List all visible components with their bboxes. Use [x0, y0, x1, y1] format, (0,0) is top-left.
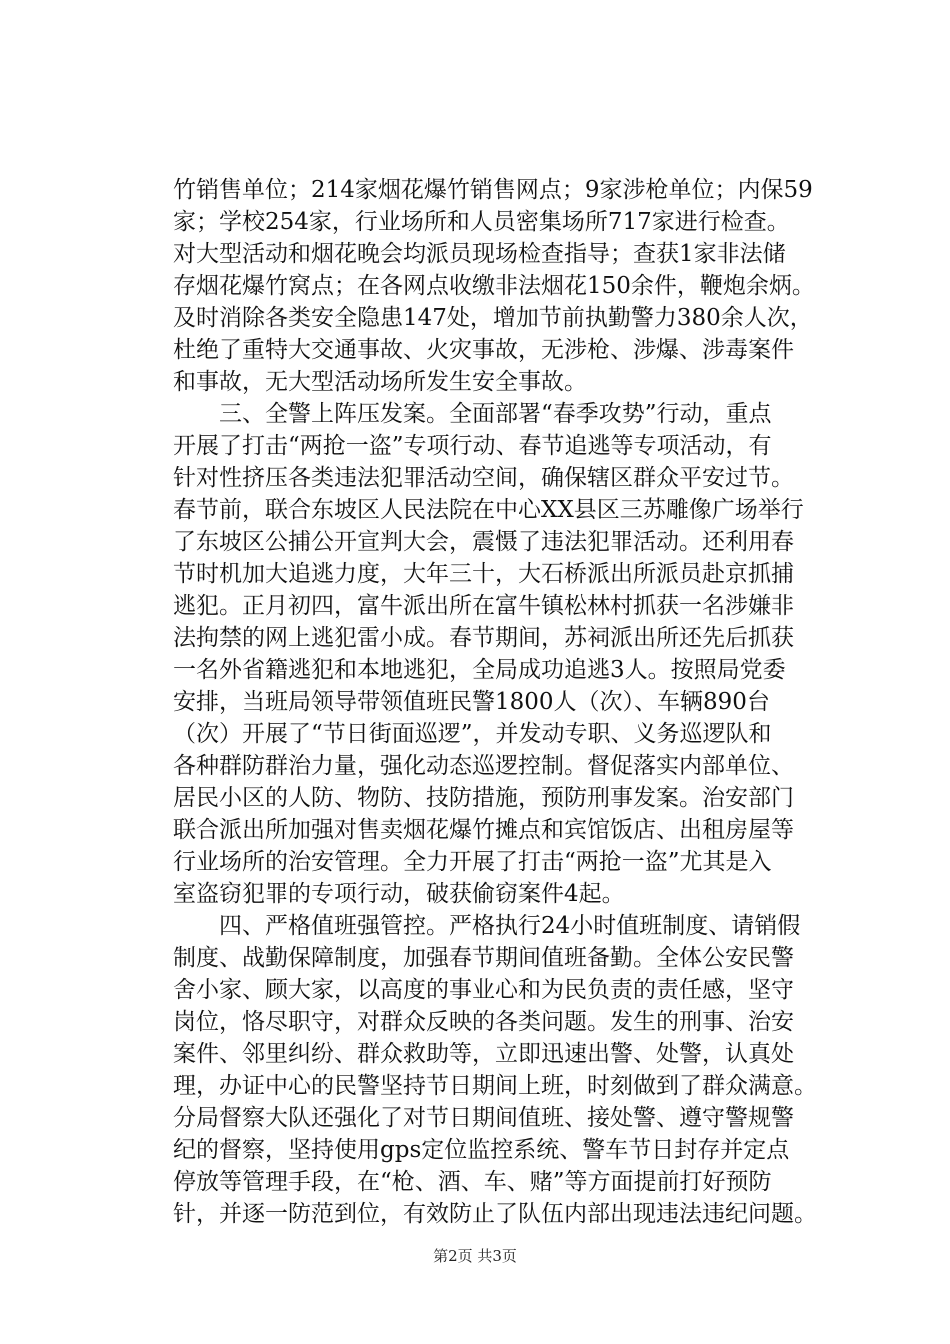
- paragraph-line: 各种群防群治力量，强化动态巡逻控制。督促落实内部单位、: [173, 753, 794, 779]
- paragraph-line: 纪的督察，坚持使用gps定位监控系统、警车节日封存并定点: [173, 1137, 790, 1163]
- paragraph-line: 停放等管理手段，在“枪、酒、车、赌”等方面提前打好预防: [173, 1169, 772, 1195]
- paragraph-line: 针，并逐一防范到位，有效防止了队伍内部出现违法违纪问题。: [173, 1201, 817, 1227]
- paragraph-line: 分局督察大队还强化了对节日期间值班、接处警、遵守警规警: [173, 1105, 794, 1131]
- paragraph-line: 和事故，无大型活动场所发生安全事故。: [173, 369, 587, 395]
- paragraph-line: 及时消除各类安全隐患147处，增加节前执勤警力380余人次，: [173, 305, 813, 331]
- paragraph-line: 居民小区的人防、物防、技防措施，预防刑事发案。治安部门: [173, 785, 794, 811]
- paragraph-line: 室盗窃犯罪的专项行动，破获偷窃案件4起。: [173, 881, 625, 907]
- paragraph-line: 案件、邻里纠纷、群众救助等，立即迅速出警、处警，认真处: [173, 1041, 794, 1067]
- paragraph-line: 行业场所的治安管理。全力开展了打击“两抢一盗”尤其是入: [173, 849, 772, 875]
- paragraph-line: （次）开展了“节日街面巡逻”，并发动专职、义务巡逻队和: [173, 721, 772, 747]
- paragraph-line: 杜绝了重特大交通事故、火灾事故，无涉枪、涉爆、涉毒案件: [173, 337, 794, 363]
- paragraph-line: 岗位，恪尽职守，对群众反映的各类问题。发生的刑事、治安: [173, 1009, 794, 1035]
- page-number-footer: 第2页 共3页: [433, 1247, 517, 1265]
- paragraph-line: 开展了打击“两抢一盗”专项行动、春节追逃等专项活动，有: [173, 433, 772, 459]
- paragraph-line: 家；学校254家，行业场所和人员密集场所717家进行检查。: [173, 209, 790, 235]
- paragraph-line: 对大型活动和烟花晚会均派员现场检查指导；查获1家非法储: [173, 241, 786, 267]
- paragraph-line: 法拘禁的网上逃犯雷小成。春节期间，苏祠派出所还先后抓获: [173, 625, 794, 651]
- paragraph-line: 逃犯。正月初四，富牛派出所在富牛镇松林村抓获一名涉嫌非: [173, 593, 794, 619]
- paragraph-line: 舍小家、顾大家，以高度的事业心和为民负责的责任感，坚守: [173, 977, 794, 1003]
- paragraph-line: 针对性挤压各类违法犯罪活动空间，确保辖区群众平安过节。: [173, 465, 794, 491]
- paragraph-line: 存烟花爆竹窝点；在各网点收缴非法烟花150余件，鞭炮余炳。: [173, 273, 815, 299]
- paragraph-line: 节时机加大追逃力度，大年三十，大石桥派出所派员赴京抓捕: [173, 561, 794, 587]
- section-heading-line: 三、全警上阵压发案。全面部署“春季攻势”行动，重点: [219, 401, 772, 427]
- paragraph-line: 制度、战勤保障制度，加强春节期间值班备勤。全体公安民警: [173, 945, 794, 971]
- paragraph-line: 安排，当班局领导带领值班民警1800人（次）、车辆890台: [173, 689, 770, 715]
- paragraph-line: 春节前，联合东坡区人民法院在中心XX县区三苏雕像广场举行: [173, 497, 804, 523]
- paragraph-line: 竹销售单位；214家烟花爆竹销售网点；9家涉枪单位；内保59: [173, 177, 813, 203]
- paragraph-line: 了东坡区公捕公开宣判大会，震慑了违法犯罪活动。还利用春: [173, 529, 794, 555]
- section-heading-line: 四、严格值班强管控。严格执行24小时值班制度、请销假: [219, 913, 801, 939]
- paragraph-line: 一名外省籍逃犯和本地逃犯，全局成功追逃3人。按照局党委: [173, 657, 786, 683]
- paragraph-line: 理，办证中心的民警坚持节日期间上班，时刻做到了群众满意。: [173, 1073, 817, 1099]
- paragraph-line: 联合派出所加强对售卖烟花爆竹摊点和宾馆饭店、出租房屋等: [173, 817, 794, 843]
